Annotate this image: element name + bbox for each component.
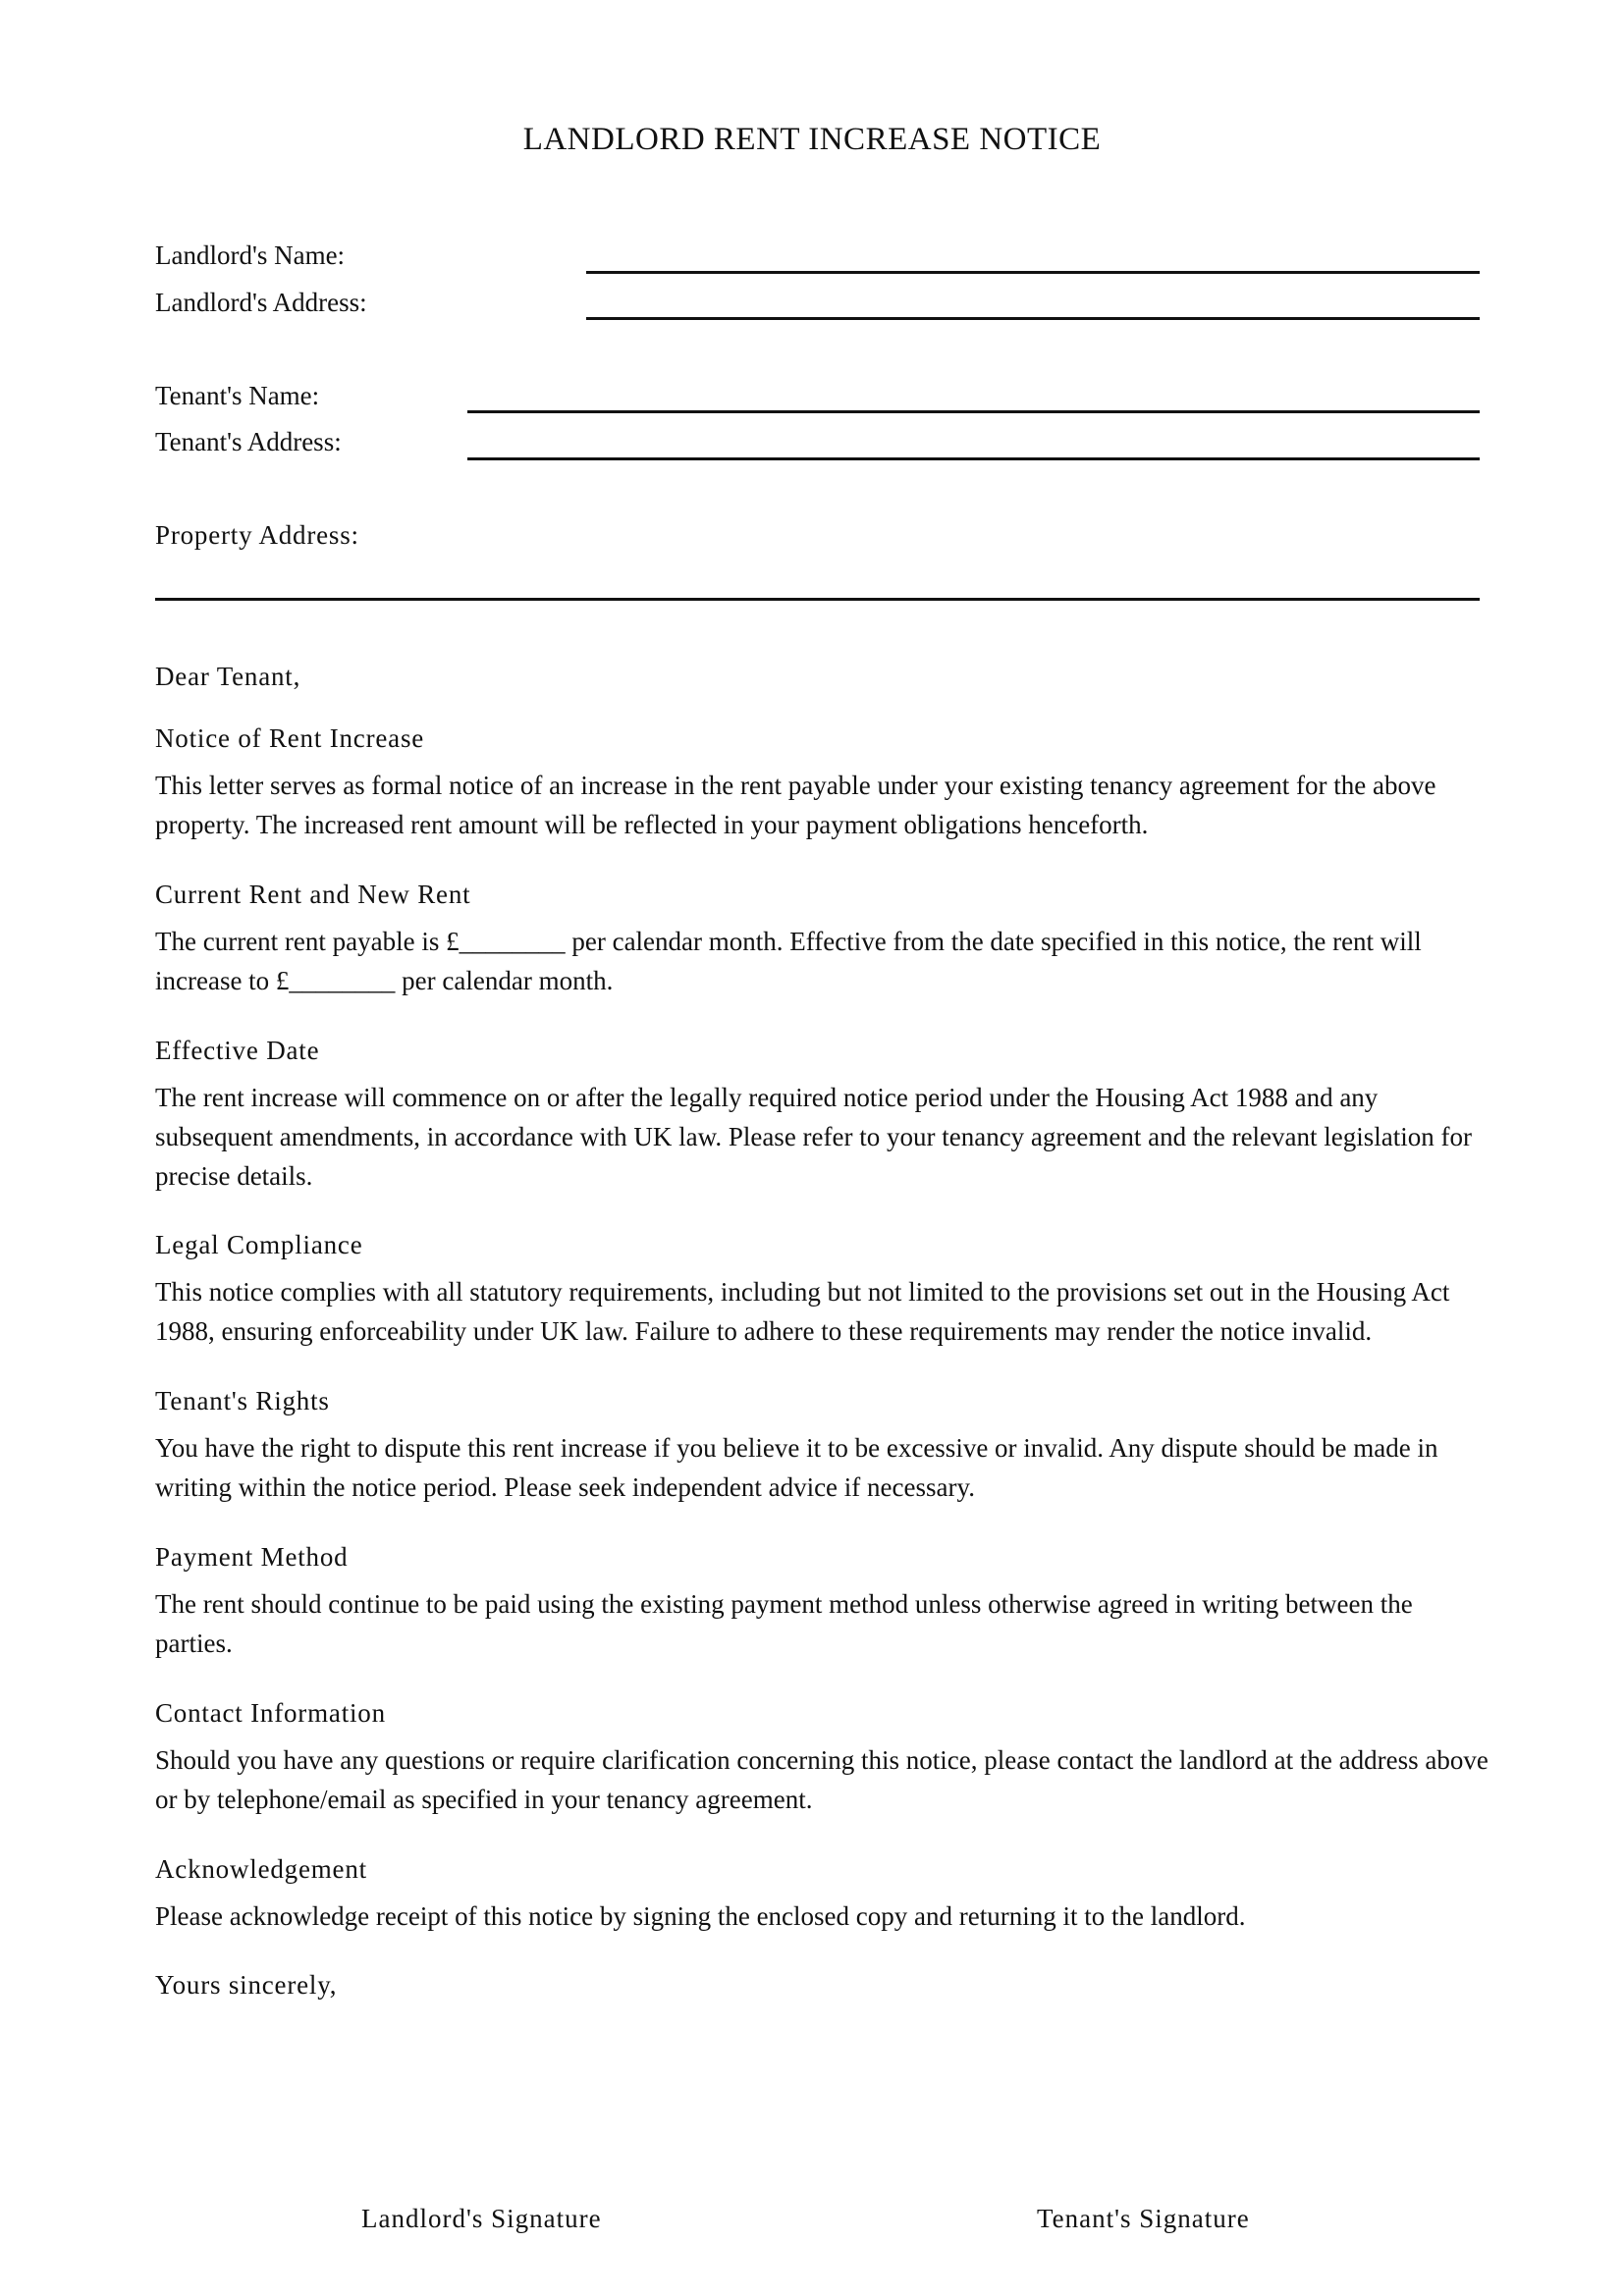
- landlord-address-field[interactable]: [586, 317, 1480, 320]
- section-body-rights: You have the right to dispute this rent increase if you believe it to be excessive or invalid. Any dispute should be made in writing within the notice period. Please seek independent advice if necessary.: [155, 1433, 1438, 1502]
- section-heading-payment: Payment Method: [155, 1542, 349, 1572]
- property-address-field[interactable]: [155, 598, 1480, 601]
- section-body-legal: This notice complies with all statutory requirements, including but not limited to the provisions set out in the Housing Act 1988, ensuring enforceability under UK law. Failure to adhere to these requirements may render the notice invalid.: [155, 1277, 1450, 1346]
- section-heading-acknowledgement: Acknowledgement: [155, 1854, 367, 1884]
- landlord-address-label: Landlord's Address:: [155, 288, 367, 317]
- section-heading-contact: Contact Information: [155, 1698, 386, 1728]
- section-body-notice: This letter serves as formal notice of an increase in the rent payable under your existing tenancy agreement for the above property. The increased rent amount will be reflected in your payment obligations henceforth.: [155, 771, 1436, 839]
- section-body-rent: The current rent payable is £________ per calendar month. Effective from the date specified in this notice, the rent will increase to £________ per calendar month.: [155, 927, 1422, 995]
- section-body-effective-date: The rent increase will commence on or after the legally required notice period under the Housing Act 1988 and any subsequent amendments, in accordance with UK law. Please refer to your tenancy agreement and the relevant legislation for precise details.: [155, 1083, 1472, 1191]
- closing: Yours sincerely,: [155, 1970, 338, 2000]
- landlord-signature-label: Landlord's Signature: [361, 2204, 602, 2233]
- landlord-name-field[interactable]: [586, 271, 1480, 274]
- tenant-signature-label: Tenant's Signature: [1037, 2204, 1250, 2233]
- property-address-label: Property Address:: [155, 520, 359, 550]
- section-body-contact: Should you have any questions or require clarification concerning this notice, please contact the landlord at the address above or by telephone/email as specified in your tenancy agreement.: [155, 1745, 1489, 1814]
- document-title: LANDLORD RENT INCREASE NOTICE: [522, 122, 1102, 157]
- salutation: Dear Tenant,: [155, 662, 301, 691]
- tenant-name-field[interactable]: [467, 410, 1480, 413]
- section-heading-effective-date: Effective Date: [155, 1036, 320, 1065]
- section-heading-rights: Tenant's Rights: [155, 1386, 330, 1415]
- section-heading-rent: Current Rent and New Rent: [155, 880, 471, 909]
- section-heading-legal: Legal Compliance: [155, 1230, 363, 1259]
- section-body-acknowledgement: Please acknowledge receipt of this notice by signing the enclosed copy and returning it to the landlord.: [155, 1901, 1246, 1931]
- tenant-address-field[interactable]: [467, 457, 1480, 460]
- tenant-address-label: Tenant's Address:: [155, 427, 342, 456]
- section-heading-notice: Notice of Rent Increase: [155, 723, 425, 753]
- landlord-name-label: Landlord's Name:: [155, 240, 346, 270]
- tenant-name-label: Tenant's Name:: [155, 381, 320, 410]
- section-body-payment: The rent should continue to be paid using the existing payment method unless otherwise agreed in writing between the parties.: [155, 1589, 1413, 1658]
